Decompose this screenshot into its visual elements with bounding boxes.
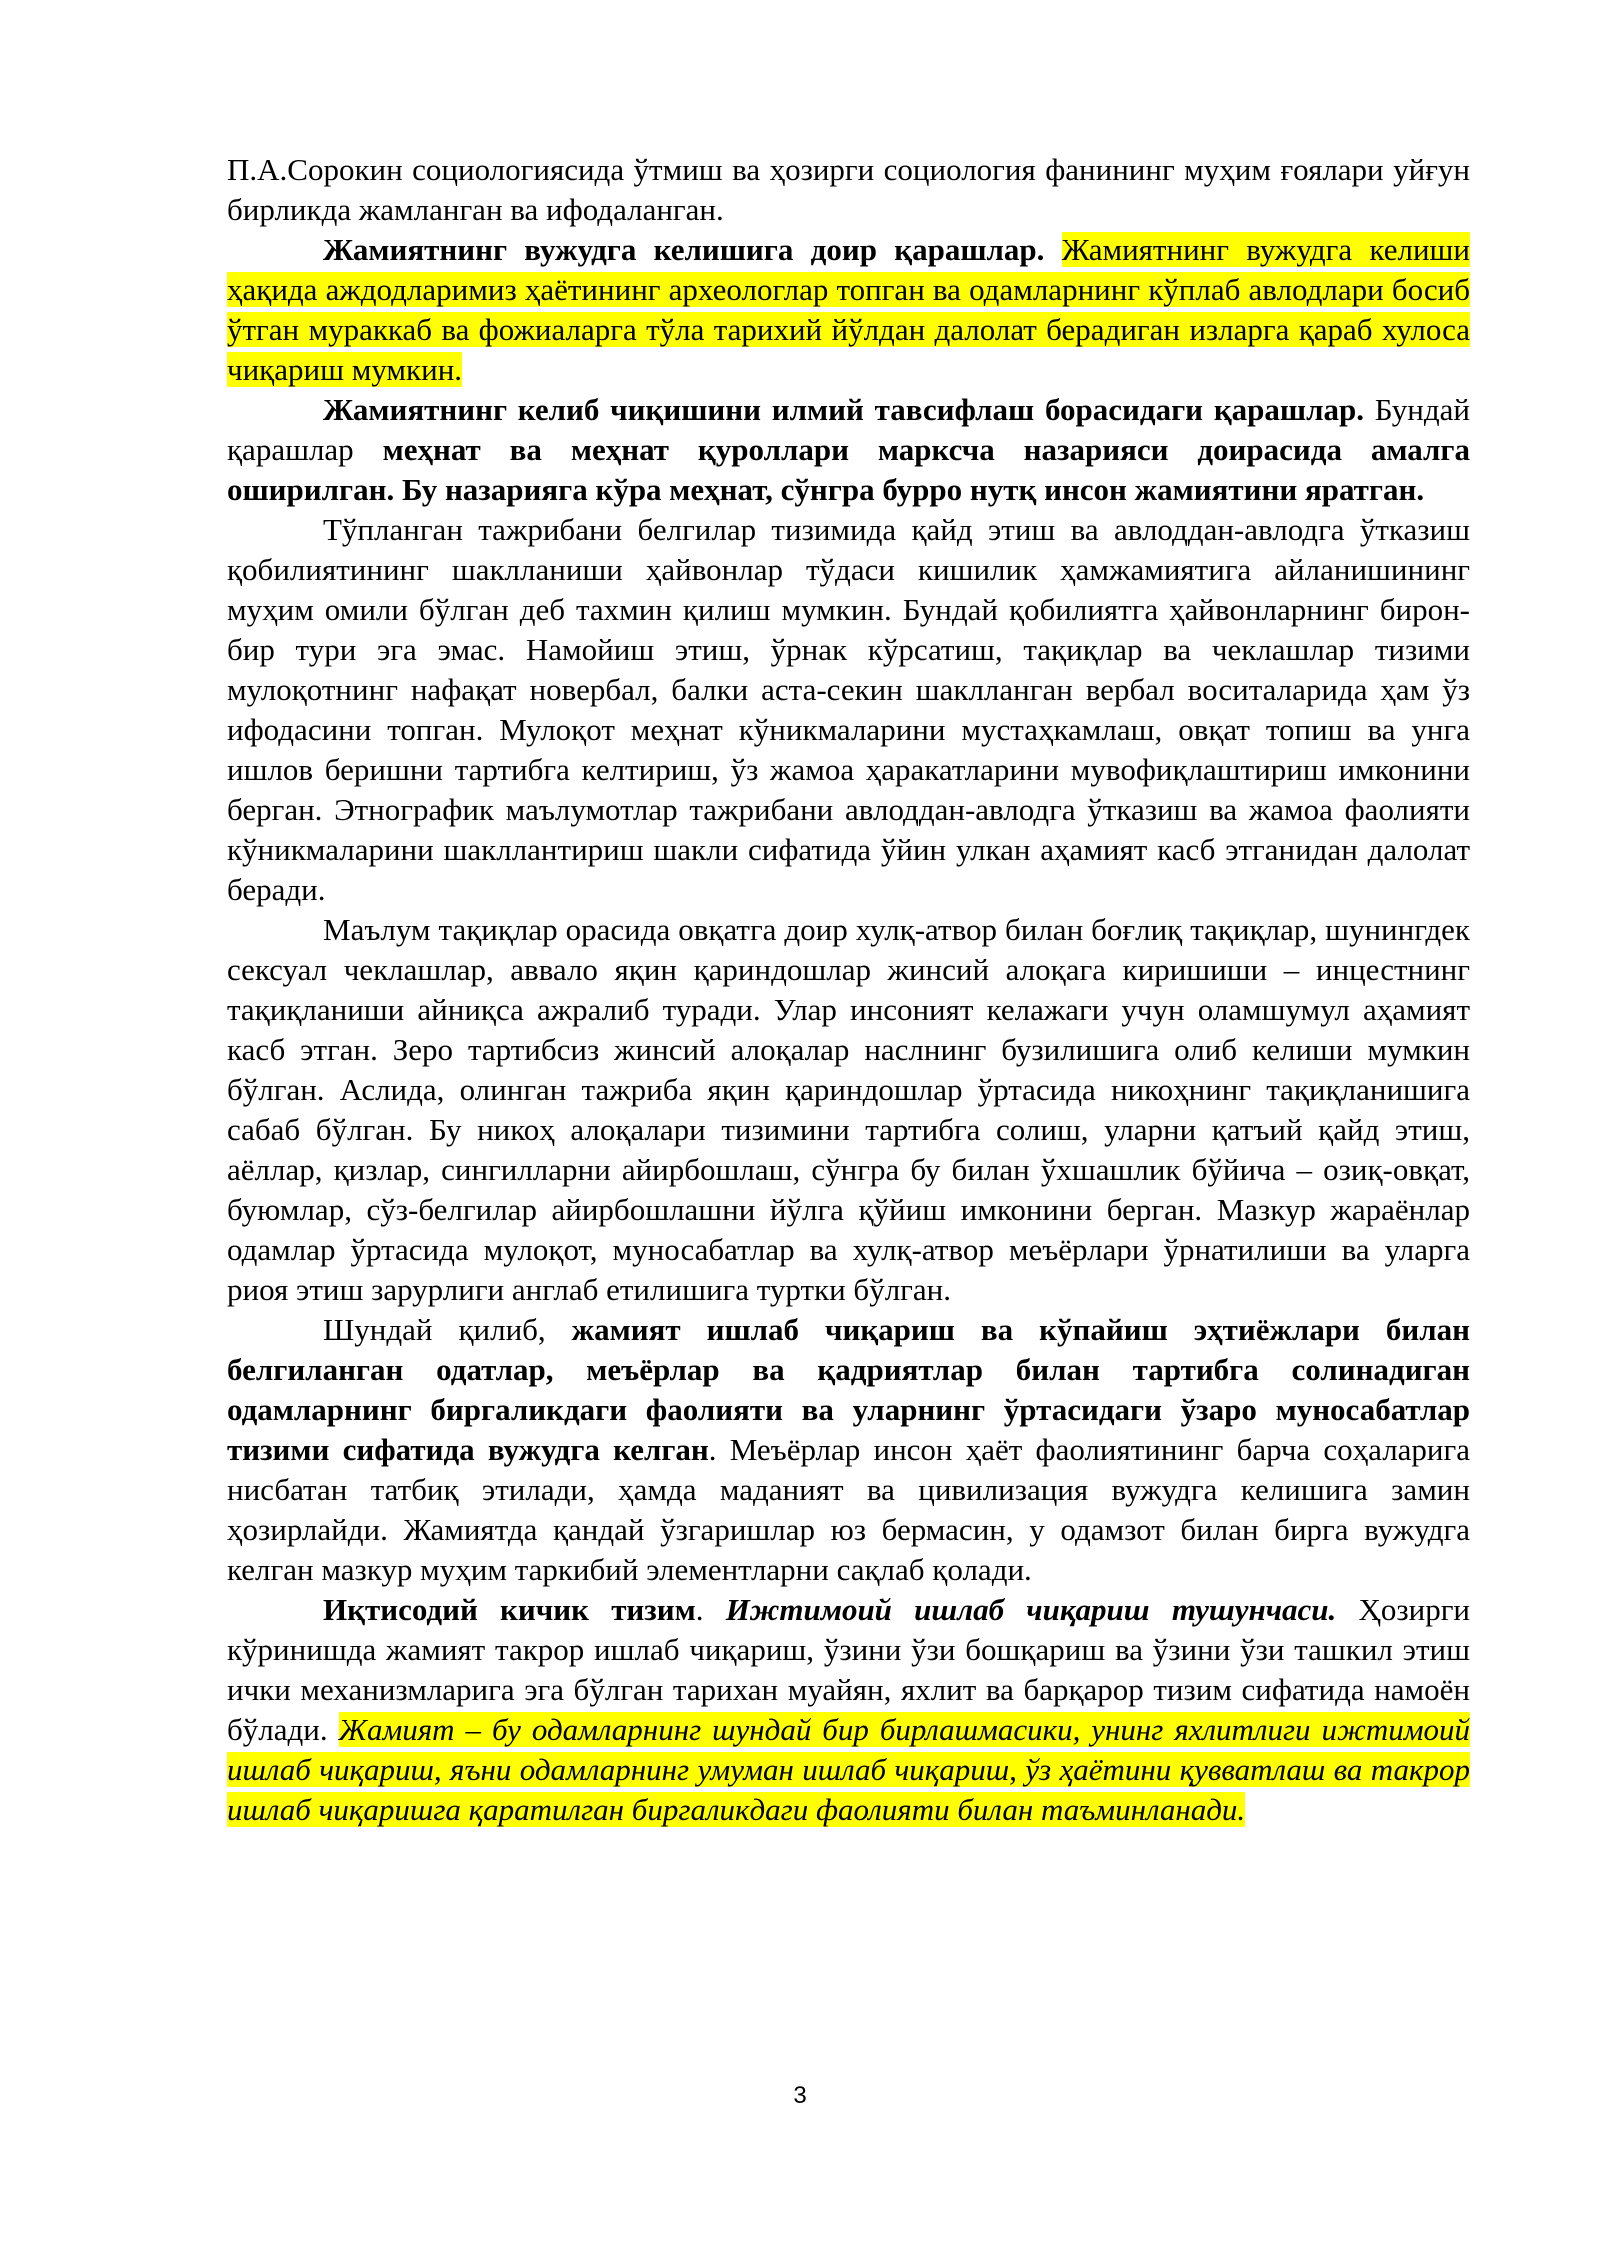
paragraph-2-highlighted-text: Жамиятнинг вужудга келиши ҳақида аждодларимиз ҳаётининг археологлар топган ва одамларнинг кўплаб авлодлари босиб ўтган мураккаб ва фожиаларга тўла тарихий йўлдан далолат берадиган изларга қараб хулоса чиқариш мумкин. [227,232,1470,387]
paragraph-1 [227,150,1470,230]
paragraph-3-bold-text: меҳнат ва меҳнат қуроллари марксча назарияси доирасида амалга оширилган. Бу назарияга кўра меҳнат, сўнгра бурро нутқ инсон жамиятини яратган. [227,432,1471,507]
paragraph-3-text: Бундай қарашлар [227,392,1471,467]
paragraph-6 [227,1310,1470,1590]
paragraph-7-dot: . [695,1592,704,1627]
paragraph-7-text: Ҳозирги кўринишда жамият такрор ишлаб чиқариш, ўзини ўзи бошқариш ва ўзини ўзи ташкил этиш ички механизмларига эга бўлган тарихан муайян, яхлит ва барқарор тизим сифатида намоён бўлади. [227,1592,1471,1747]
paragraph-7 [227,1590,1470,1830]
page-number: 3 [793,2082,807,2109]
paragraph-7-subheading: Ижтимоий ишлаб чиқариш тушунчаси. [725,1592,1337,1627]
paragraph-1-text: П.А.Сорокин социологиясида ўтмиш ва ҳозирги социология фанининг муҳим ғоялари уйғун бирликда жамланган ва ифодаланган. [227,152,1470,227]
paragraph-6-text-end: . Меъёрлар инсон ҳаёт фаолиятининг барча соҳаларига нисбатан татбиқ этилади, ҳамда маданият ва цивилизация вужудга келишига замин ҳозирлайди. Жамиятда қандай ўзгаришлар юз бермасин, у одамзот билан бирга вужудга келган мазкур муҳим таркибий элементларни сақлаб қолади. [227,1432,1470,1587]
paragraph-6-bold-text: жамият ишлаб чиқариш ва кўпайиш эҳтиёжлари билан белгиланган одатлар, меъёрлар ва қадриятлар билан тартибга солинадиган одамларнинг биргаликдаги фаолияти ва уларнинг ўртасидаги ўзаро муносабатлар тизими сифатида вужудга келган [227,1312,1471,1467]
paragraph-7-highlighted-text: Жамият – бу одамларнинг шундай бир бирлашмасики, унинг яхлитлиги ижтимоий ишлаб чиқариш, яъни одамларнинг умуман ишлаб чиқариш, ўз ҳаётини қувватлаш ва такрор ишлаб чиқаришга қаратилган биргаликдаги фаолияти билан таъминланади. [227,1712,1470,1827]
paragraph-3 [227,390,1470,510]
document-page [227,150,1470,1830]
paragraph-2-heading: Жамиятнинг вужудга келишига доир қарашлар. [323,232,1045,267]
paragraph-2 [227,230,1470,390]
paragraph-4-text: Тўпланган тажрибани белгилар тизимида қайд этиш ва авлоддан-авлодга ўтказиш қобилиятининг шаклланиши ҳайвонлар тўдаси кишилик ҳамжамиятига айланишининг муҳим омили бўлган деб тахмин қилиш мумкин. Бундай қобилиятга ҳайвонларнинг бирон-бир тури эга эмас. Намойиш этиш, ўрнак кўрсатиш, тақиқлар ва чеклашлар тизими мулоқотнинг нафақат новербал, балки аста-секин шаклланган вербал воситаларида ҳам ўз ифодасини топган. Мулоқот меҳнат кўникмаларини мустаҳкамлаш, овқат топиш ва унга ишлов беришни тартибга келтириш, ўз жамоа ҳаракатларини мувофиқлаштириш имконини берган. Этнографик маълумотлар тажрибани авлоддан-авлодга ўтказиш ва жамоа фаолияти кўникмаларини шакллантириш шакли сифатида ўйин улкан аҳамият касб этганидан далолат беради. [227,512,1470,907]
paragraph-6-text: Шундай қилиб, [323,1312,546,1347]
paragraph-7-heading: Иқтисодий кичик тизим [323,1592,696,1627]
paragraph-4 [227,510,1470,910]
paragraph-5 [227,910,1470,1310]
paragraph-3-heading: Жамиятнинг келиб чиқишини илмий тавсифлаш борасидаги қарашлар. [323,392,1364,427]
paragraph-5-text: Маълум тақиқлар орасида овқатга доир хулқ-атвор билан боғлиқ тақиқлар, шунингдек сексуал чеклашлар, аввало яқин қариндошлар жинсий алоқага киришиши – инцестнинг тақиқланиши айниқса ажралиб туради. Улар инсоният келажаги учун оламшумул аҳамият касб этган. Зеро тартибсиз жинсий алоқалар наслнинг бузилишига олиб келиши мумкин бўлган. Аслида, олинган тажриба яқин қариндошлар ўртасида никоҳнинг тақиқланишига сабаб бўлган. Бу никоҳ алоқалари тизимини тартибга солиш, уларни қатъий қайд этиш, аёллар, қизлар, сингилларни айирбошлаш, сўнгра бу билан ўхшашлик бўйича – озиқ-овқат, буюмлар, сўз-белгилар айирбошлашни йўлга қўйиш имконини берган. Мазкур жараёнлар одамлар ўртасида мулоқот, муносабатлар ва хулқ-атвор меъёрлари ўрнатилиши ва уларга риоя этиш зарурлиги англаб етилишига туртки бўлган. [227,912,1470,1307]
